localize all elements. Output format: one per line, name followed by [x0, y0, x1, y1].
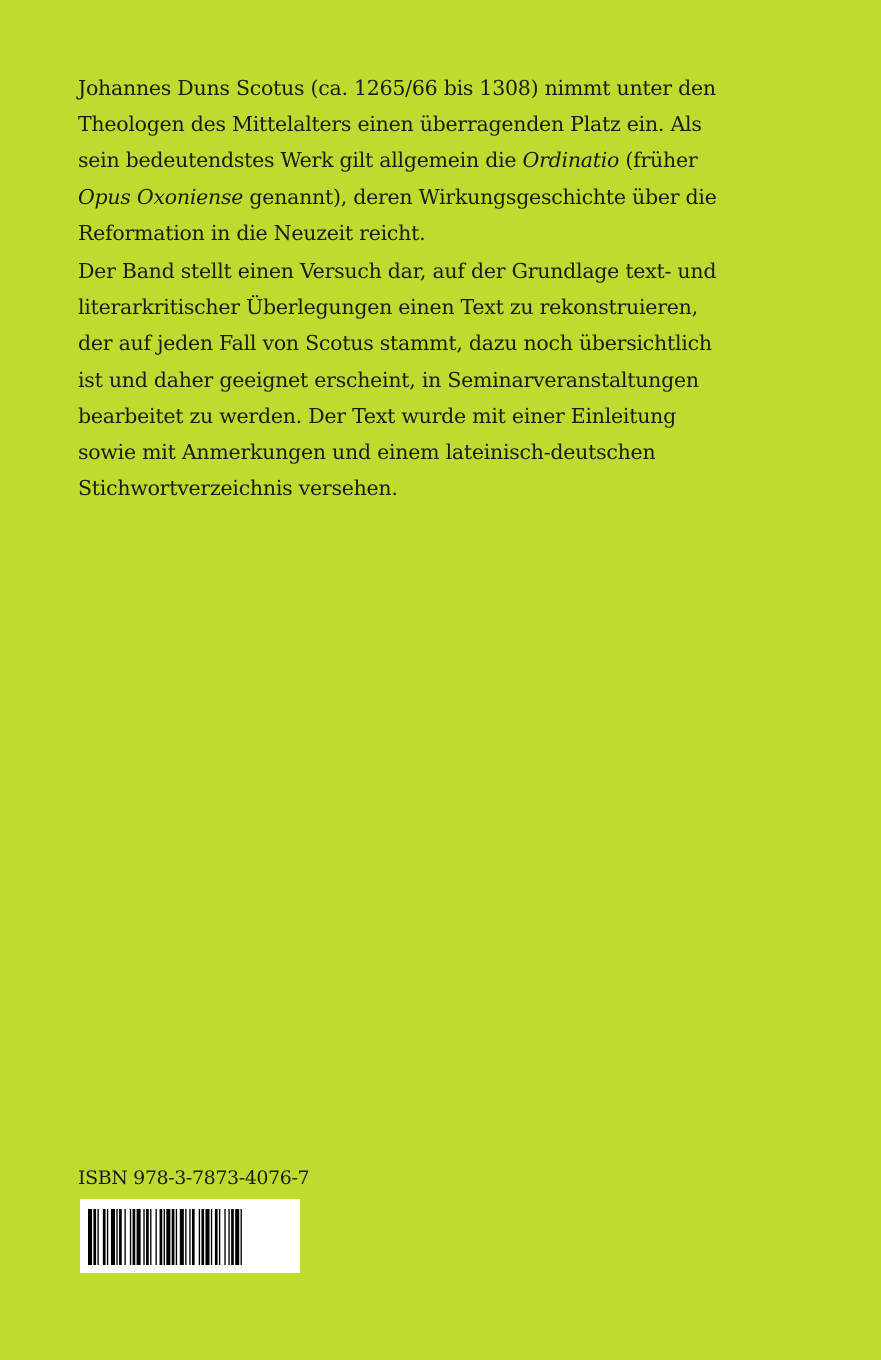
barcode-bar: [164, 1209, 165, 1265]
blurb-line: Theologen des Mittelalters einen überragenden Platz ein. Als: [78, 112, 702, 137]
blurb-line: [78, 179, 738, 215]
barcode-bar: [199, 1209, 200, 1265]
barcode-bar: [133, 1209, 136, 1265]
barcode-bar: [111, 1209, 115, 1265]
blurb-line: der auf jeden Fall von Scotus stammt, dazu noch übersichtlich: [78, 331, 712, 356]
barcode-bar: [137, 1209, 141, 1265]
barcode-bar: [189, 1209, 190, 1265]
barcode-bar: [146, 1209, 149, 1265]
blurb-line: Johannes Duns Scotus (ca. 1265/66 bis 1308) nimmt unter den: [78, 76, 716, 100]
barcode-bar: [205, 1209, 209, 1265]
barcode-bar: [192, 1209, 195, 1265]
barcode-bar: [235, 1209, 239, 1265]
barcode-bar: [231, 1209, 234, 1265]
barcode: [80, 1199, 300, 1273]
blurb-text-segment: genannt), deren Wirkungsgeschichte über die: [243, 184, 717, 209]
blurb-line: ist und daher geeignet erscheint, in Seminarveranstaltungen: [78, 367, 699, 392]
barcode-bar: [228, 1209, 229, 1265]
barcode-bar: [107, 1209, 108, 1265]
barcode-bar: [97, 1209, 98, 1265]
barcode-bar: [88, 1209, 92, 1265]
isbn-label: ISBN 978-3-7873-4076-7: [78, 1167, 310, 1189]
barcode-bar: [176, 1209, 177, 1265]
blurb-line: sowie mit Anmerkungen und einem lateinisch-deutschen: [78, 440, 656, 465]
barcode-bar: [219, 1209, 220, 1265]
blurb-text-segment: sein bedeutendstes Werk gilt allgemein die: [78, 148, 523, 173]
barcode-bar: [124, 1209, 125, 1265]
blurb-line: Reformation in die Neuzeit reicht.: [78, 220, 426, 245]
barcode-bar: [143, 1209, 144, 1265]
barcode-bar: [150, 1209, 151, 1265]
barcode-bar: [166, 1209, 170, 1265]
blurb-line: literarkritischer Überlegungen einen Text zu rekonstruieren,: [78, 295, 698, 320]
barcode-bar: [241, 1209, 242, 1265]
barcode-bar: [130, 1209, 131, 1265]
blurb-line: [78, 142, 738, 178]
barcode-bar: [156, 1209, 157, 1265]
barcode-bar: [160, 1209, 163, 1265]
barcode-bar: [103, 1209, 106, 1265]
barcode-bar: [116, 1209, 117, 1265]
barcode-bar: [211, 1209, 212, 1265]
barcode-bar: [201, 1209, 204, 1265]
blurb-text-segment: (früher: [619, 148, 698, 173]
barcode-bar: [119, 1209, 122, 1265]
blurb-line: Stichwortverzeichnis versehen.: [78, 476, 398, 501]
title-opus-oxoniense: Opus Oxoniense: [78, 184, 244, 209]
barcode-bar: [215, 1209, 218, 1265]
blurb-line: bearbeitet zu werden. Der Text wurde mit einer Einleitung: [78, 403, 677, 428]
blurb-text: [78, 70, 738, 508]
barcode-bar: [180, 1209, 184, 1265]
barcode-bar: [224, 1209, 225, 1265]
barcode-icon: [88, 1209, 292, 1265]
barcode-bar: [172, 1209, 175, 1265]
blurb-paragraph-1: [78, 70, 738, 251]
title-ordinatio: Ordinatio: [522, 148, 620, 173]
blurb-line: Der Band stellt einen Versuch dar, auf der Grundlage text- und: [78, 259, 717, 284]
barcode-bar: [185, 1209, 186, 1265]
blurb-paragraph-2: [78, 253, 738, 506]
barcode-bar: [93, 1209, 96, 1265]
